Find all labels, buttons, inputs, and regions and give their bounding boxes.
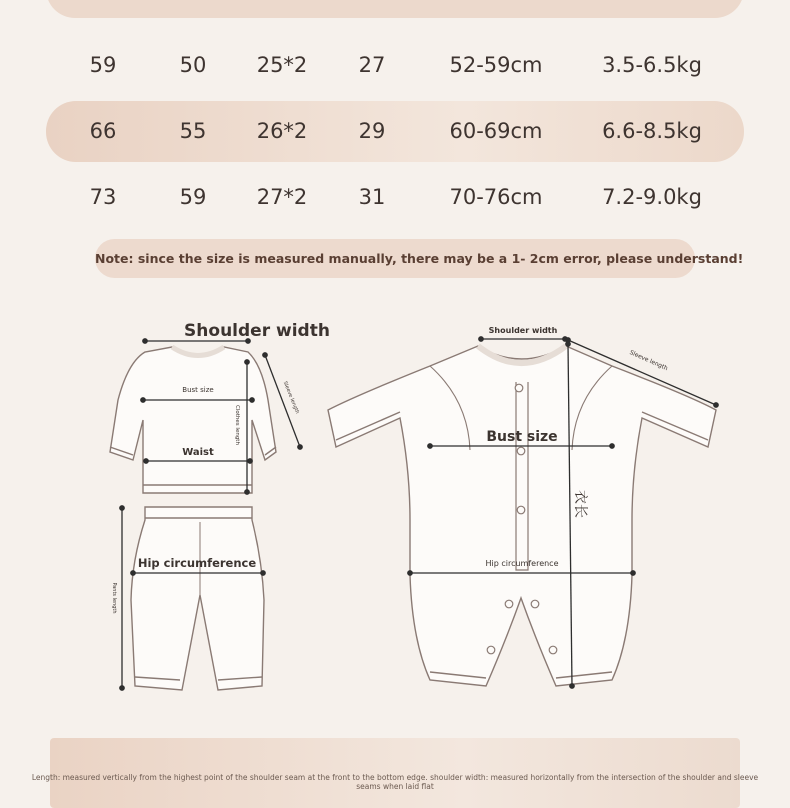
romper-drawing — [328, 346, 716, 686]
size-cell: 66 — [89, 119, 117, 143]
table-header-bar — [46, 0, 744, 18]
sleeve-cell: 31 — [358, 185, 386, 209]
shirt-clothes-length-label: Clothes length — [234, 405, 240, 445]
size-cell: 59 — [89, 53, 117, 77]
shirt-waist-label: Waist — [182, 447, 214, 458]
size-table — [46, 35, 744, 233]
table-row — [46, 167, 744, 228]
height-cell: 52-59cm — [449, 53, 543, 77]
height-cell: 70-76cm — [449, 185, 543, 209]
measurement-note: Note: since the size is measured manually, there may be a 1- 2cm error, please understand! — [95, 239, 695, 278]
chest-cell: 25*2 — [256, 53, 308, 77]
footer-measurement-description: Length: measured vertically from the highest point of the shoulder seam at the front to the bottom edge. shoulder width: measured horizontally from the intersection of the shoulder and sleeve seams when laid flat — [31, 773, 759, 791]
clothes-length-cell: 55 — [179, 119, 207, 143]
height-cell: 60-69cm — [449, 119, 543, 143]
shirt-drawing — [110, 347, 276, 493]
chest-cell: 27*2 — [256, 185, 308, 209]
pants-drawing — [131, 507, 264, 690]
pants-hip-circumference-label: Hip circumference — [137, 556, 257, 570]
shirt-bust-size-label: Bust size — [182, 386, 214, 394]
romper-hip-circumference-label: Hip circumference — [485, 559, 559, 568]
weight-cell: 3.5-6.5kg — [602, 53, 702, 77]
clothes-length-cell: 50 — [179, 53, 207, 77]
sleeve-cell: 27 — [358, 53, 386, 77]
weight-cell: 7.2-9.0kg — [602, 185, 702, 209]
weight-cell: 6.6-8.5kg — [602, 119, 702, 143]
romper-bust-size-label: Bust size — [486, 429, 558, 445]
table-row — [46, 101, 744, 162]
size-cell: 73 — [89, 185, 117, 209]
romper-sleeve-length-label: Sleeve length — [628, 349, 669, 373]
table-row — [46, 35, 744, 96]
shirt-sleeve-length-label: Sleeve length — [281, 380, 301, 415]
shirt-shoulder-width-label: Shoulder width — [184, 321, 330, 341]
chest-cell: 26*2 — [256, 119, 308, 143]
clothes-length-cell: 59 — [179, 185, 207, 209]
pants-length-label: Pants length — [111, 582, 117, 614]
sleeve-cell: 29 — [358, 119, 386, 143]
romper-length-label: 衣长 — [572, 490, 588, 518]
romper-shoulder-width-label: Shoulder width — [488, 326, 558, 335]
garment-diagram — [0, 300, 790, 740]
